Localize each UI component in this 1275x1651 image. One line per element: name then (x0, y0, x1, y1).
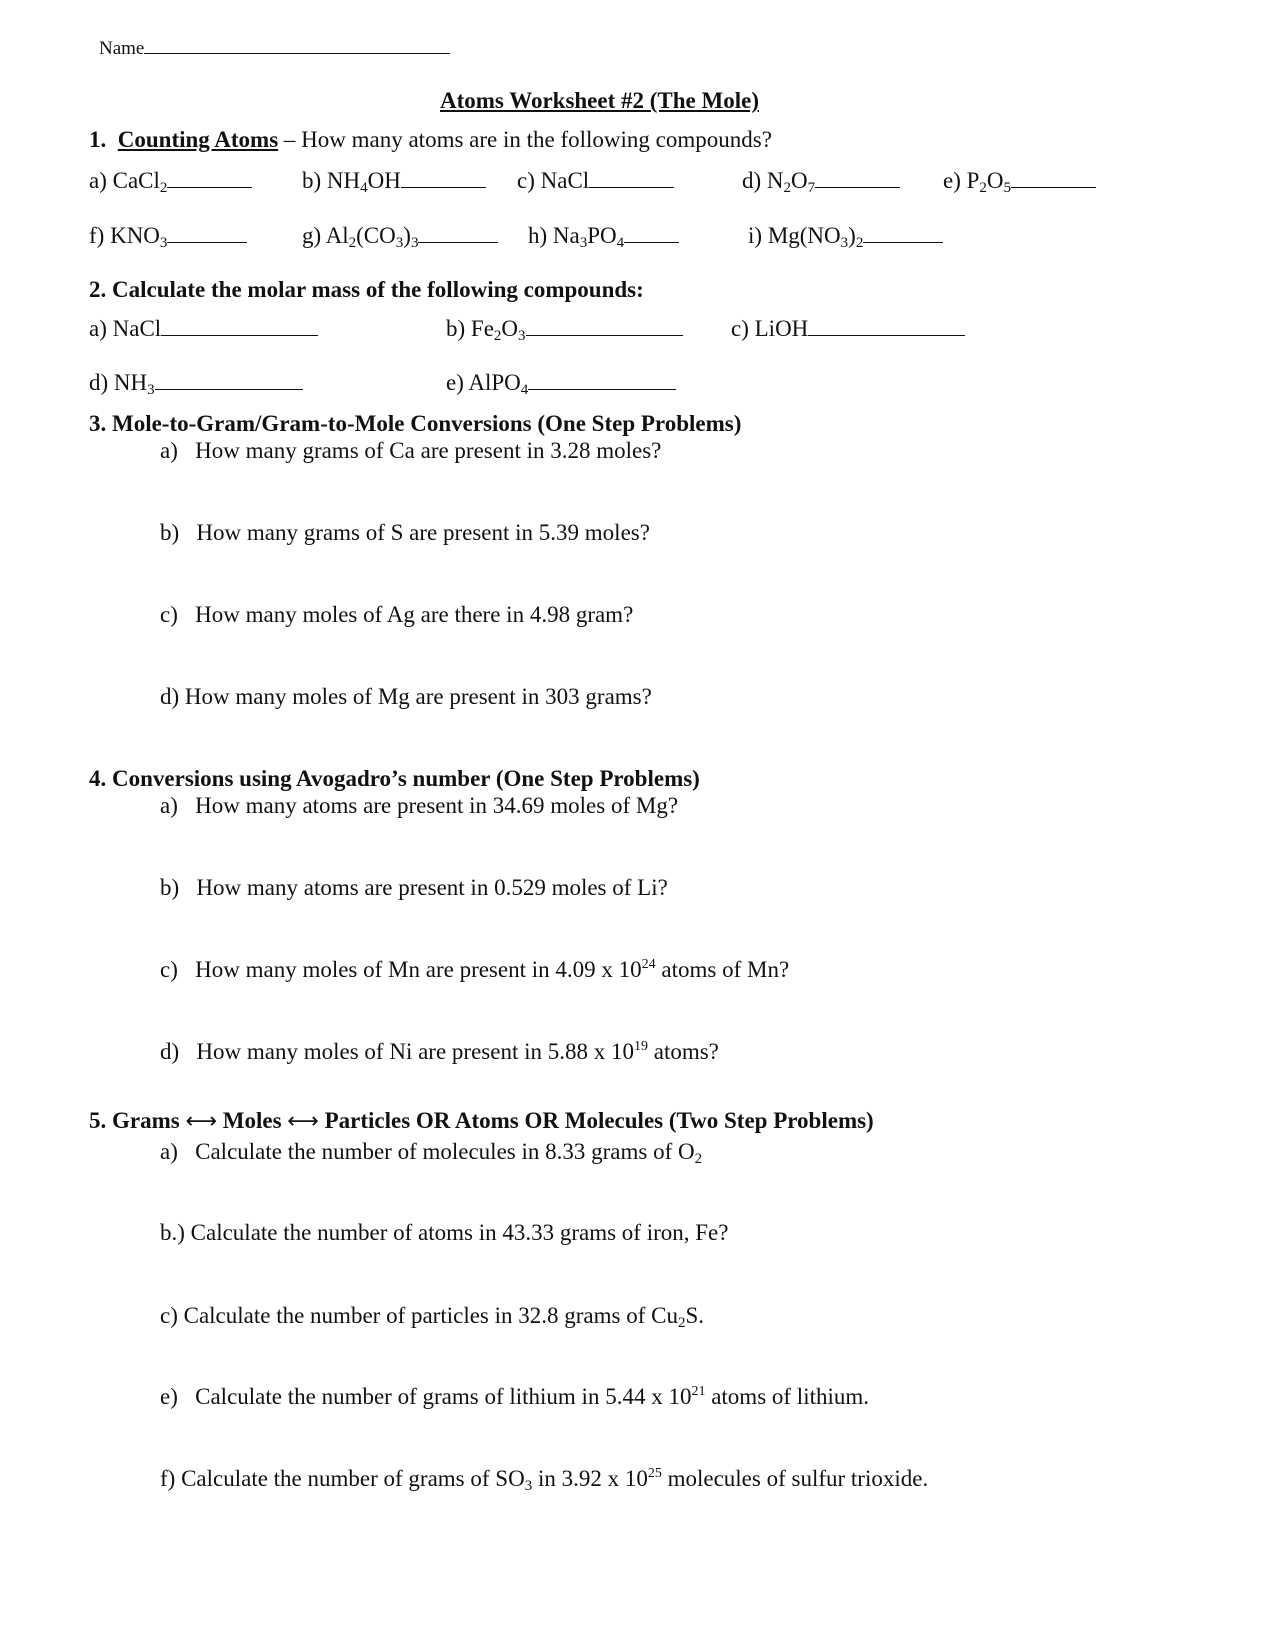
q1-heading (89, 126, 772, 154)
answer-blank[interactable] (624, 222, 679, 243)
answer-blank[interactable] (401, 167, 486, 188)
q4-question-a: a) How many atoms are present in 34.69 moles of Mg? (160, 793, 679, 818)
q3-heading: 3. Mole-to-Gram/Gram-to-Mole Conversions (One Step Problems) (89, 411, 742, 436)
answer-blank[interactable] (167, 222, 247, 243)
q2-item-a: a) NaCl (89, 315, 318, 343)
q1-item-c: c) NaCl (517, 167, 674, 195)
answer-blank[interactable] (161, 315, 318, 336)
q1-item-a: a) CaCl$_2$ (89, 167, 252, 195)
answer-blank[interactable] (863, 222, 943, 243)
q1-item-h: h) $Na_3PO_4$ (528, 222, 679, 250)
q5-question-b: b.) Calculate the number of atoms in 43.33 grams of iron, Fe? (160, 1220, 729, 1245)
q1-item-b: b) $NH_4OH$ (302, 167, 486, 195)
q2-item-e: e) AlPO$_4$ (446, 369, 676, 397)
q1-title: Counting Atoms (117, 127, 279, 152)
q2-item-d: d) $NH_3$ (89, 369, 303, 397)
answer-blank[interactable] (155, 369, 303, 390)
name-label: Name (99, 38, 145, 59)
q1-number: 1. (89, 127, 107, 152)
q1-item-d: d) $N_2O_7$ (742, 167, 900, 195)
page-title: Atoms Worksheet #2 (The Mole) (440, 88, 759, 113)
q4-question-b: b) How many atoms are present in 0.529 moles of Li? (160, 875, 668, 900)
q1-item-f: f) $KNO_3$ (89, 222, 247, 250)
q1-prompt: – How many atoms are in the following compounds? (278, 127, 772, 152)
answer-blank[interactable] (1011, 167, 1096, 188)
q1-item-i: i) $Mg(NO_3)_2$ (748, 222, 943, 250)
q2-item-b: b) $Fe_2O_3$ (446, 315, 683, 343)
q4-question-c: c) How many moles of Mn are present in 4.09 x $10^{24}$ atoms of Mn? (160, 957, 790, 982)
answer-blank[interactable] (418, 222, 498, 243)
answer-blank[interactable] (528, 369, 676, 390)
name-field[interactable] (99, 36, 450, 61)
double-arrow-icon: ⟷ (185, 1109, 218, 1134)
double-arrow-icon: ⟷ (287, 1109, 319, 1134)
q4-heading: 4. Conversions using Avogadro’s number (One Step Problems) (89, 766, 700, 791)
answer-blank[interactable] (167, 167, 252, 188)
name-blank[interactable] (144, 36, 450, 54)
q2-item-c: c) LiOH (731, 315, 965, 343)
q2-heading: 2. Calculate the molar mass of the following compounds: (89, 277, 644, 302)
q5-question-f: f) Calculate the number of grams of $SO_3$ in 3.92 x $10^{25}$ molecules of sulfur trioxide. (160, 1466, 929, 1494)
q3-question-d: d) How many moles of Mg are present in 303 grams? (160, 684, 652, 709)
q5-question-c: c) Calculate the number of particles in 32.8 grams of $Cu_2S$. (160, 1303, 705, 1331)
answer-blank[interactable] (815, 167, 900, 188)
answer-blank[interactable] (526, 315, 683, 336)
q1-item-g: g) $Al_2(CO_3)_3$ (302, 222, 498, 250)
q3-question-a: a) How many grams of Ca are present in 3.28 moles? (160, 438, 662, 463)
answer-blank[interactable] (808, 315, 965, 336)
q5-question-e: e) Calculate the number of grams of lithium in 5.44 x $10^{21}$ atoms of lithium. (160, 1384, 870, 1409)
answer-blank[interactable] (589, 167, 674, 188)
q4-question-d: d) How many moles of Ni are present in 5.88 x $10^{19}$ atoms? (160, 1039, 719, 1064)
q3-question-b: b) How many grams of S are present in 5.39 moles? (160, 520, 650, 545)
q5-question-a: a) Calculate the number of molecules in 8.33 grams of $O_2$ (160, 1139, 703, 1167)
q3-question-c: c) How many moles of Ag are there in 4.98 gram? (160, 602, 634, 627)
q1-item-e: e) $P_2O_5$ (943, 167, 1096, 195)
q5-heading: 5. Grams ⟷ Moles ⟷ Particles OR Atoms OR Molecules (Two Step Problems) (89, 1108, 874, 1134)
